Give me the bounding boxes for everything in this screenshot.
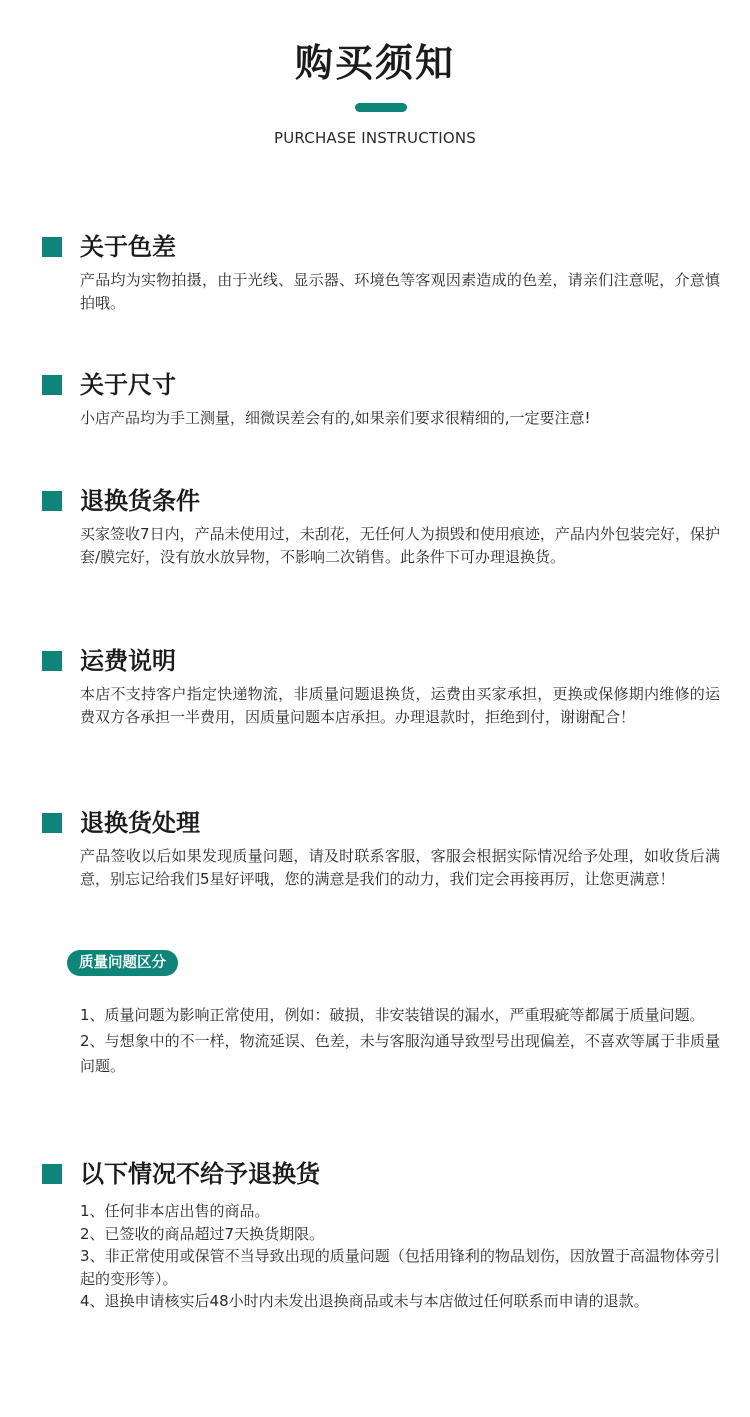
list-item: 1、质量问题为影响正常使用，例如：破损，非安装错误的漏水，严重瑕疵等都属于质量问题。 [80,1006,705,1024]
section-shipping-fee [42,644,722,728]
list-item: 2、与想象中的不一样，物流延误、色差，未与客服沟通导致型号出现偏差，不喜欢等属于非质量问题。 [80,1031,720,1075]
section-return-conditions [42,484,722,568]
section-title: 关于色差 [80,233,176,261]
page-title: 购买须知 [294,41,455,85]
section-size [42,368,722,430]
title-underline [355,103,407,112]
section-return-handling [42,806,722,890]
section-title: 以下情况不给予退换货 [80,1160,320,1188]
square-bullet-icon [42,651,62,671]
list-item: 4、退换申请核实后48小时内未发出退换商品或未与本店做过任何联系而申请的退款。 [80,1292,649,1310]
no-return-list [80,1200,720,1313]
section-body: 产品均为实物拍摄，由于光线、显示器、环境色等客观因素造成的色差，请亲们注意呢，介意慎拍哦。 [80,271,720,312]
section-title: 运费说明 [80,647,176,675]
square-bullet-icon [42,237,62,257]
section-title: 退换货条件 [80,487,200,515]
list-item: 1、任何非本店出售的商品。 [80,1202,270,1220]
square-bullet-icon [42,375,62,395]
list-item: 3、非正常使用或保管不当导致出现的质量问题（包括用锋利的物品划伤，因放置于高温物体旁引起的变形等）。 [80,1247,720,1288]
section-no-return [42,1157,722,1191]
section-title: 关于尺寸 [80,371,176,399]
quality-list [80,1003,720,1080]
page-subtitle: PURCHASE INSTRUCTIONS [273,129,477,147]
square-bullet-icon [42,491,62,511]
section-body: 小店产品均为手工测量，细微误差会有的,如果亲们要求很精细的,一定要注意! [80,409,591,427]
list-item: 2、已签收的商品超过7天换货期限。 [80,1224,325,1243]
square-bullet-icon [42,813,62,833]
section-color-difference [42,230,722,314]
quality-distinction-badge: 质量问题区分 [67,950,178,976]
section-body: 本店不支持客户指定快递物流，非质量问题退换货，运费由买家承担，更换或保修期内维修的运费双方各承担一半费用，因质量问题本店承担。办理退款时，拒绝到付，谢谢配合！ [80,685,720,726]
section-body: 产品签收以后如果发现质量问题，请及时联系客服，客服会根据实际情况给予处理，如收货后满意，别忘记给我们5星好评哦，您的满意是我们的动力，我们定会再接再厉，让您更满意！ [80,847,720,888]
section-title: 退换货处理 [80,809,200,837]
section-body: 买家签收7日内，产品未使用过，未刮花，无任何人为损毁和使用痕迹，产品内外包装完好，保护套/膜完好，没有放水放异物，不影响二次销售。此条件下可办理退换货。 [80,525,720,566]
square-bullet-icon [42,1164,62,1184]
